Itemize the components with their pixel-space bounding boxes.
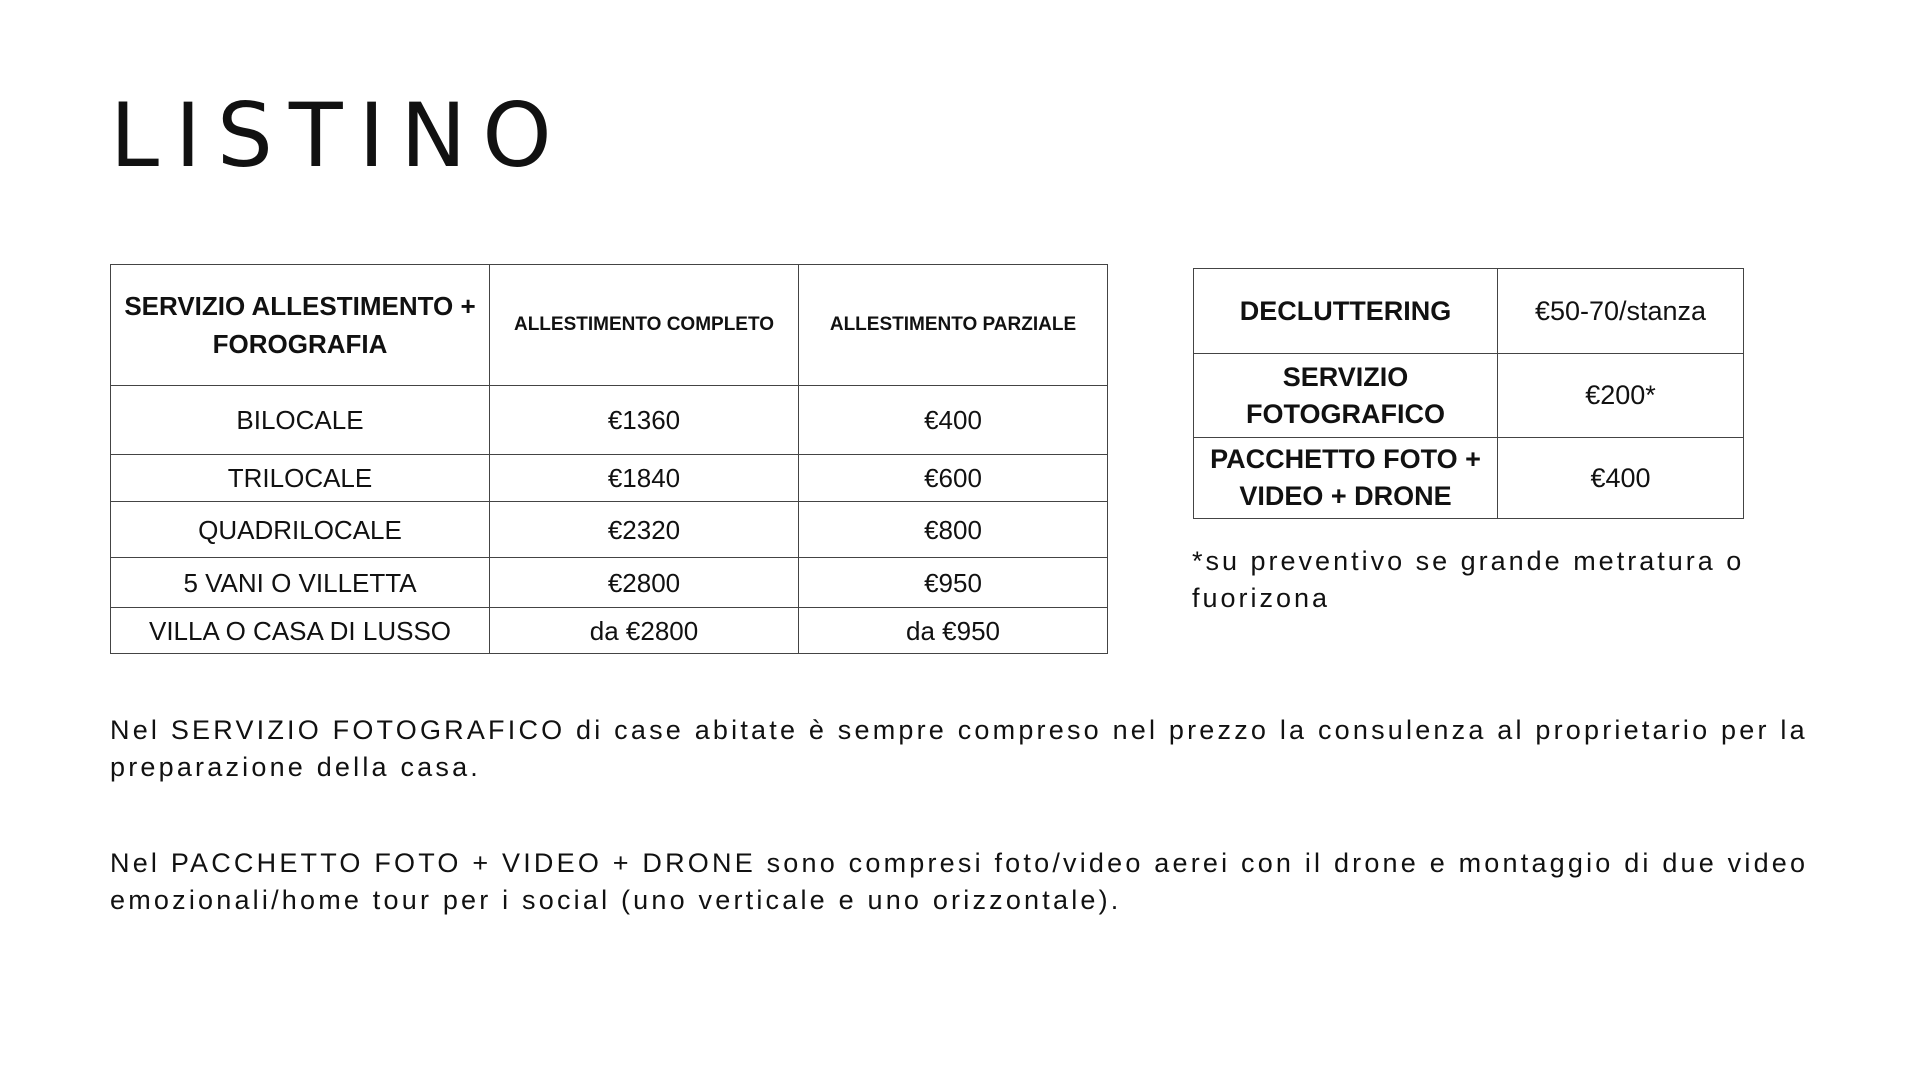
cell-type: QUADRILOCALE [111,502,490,558]
info-paragraph-drone: Nel PACCHETTO FOTO + VIDEO + DRONE sono compresi foto/video aerei con il drone e montaggio di due video emozionali/home tour per i social (uno verticale e uno orizzontale). [110,848,1809,915]
page-title: LISTINO [110,84,568,187]
cell-complete-price: €1360 [490,386,799,455]
service-price: €200* [1498,354,1744,438]
price-footnote: *su preventivo se grande metratura o fuorizona [1192,546,1745,613]
cell-partial-price: €950 [799,558,1108,608]
header-partial: ALLESTIMENTO PARZIALE [799,265,1108,386]
cell-complete-price: €2320 [490,502,799,558]
pricing-table-staging [110,264,1108,654]
pricing-table-services [1193,268,1744,519]
cell-complete-price: €1840 [490,455,799,502]
cell-complete-price: €2800 [490,558,799,608]
service-price: €50-70/stanza [1498,269,1744,354]
info-paragraph-photo: Nel SERVIZIO FOTOGRAFICO di case abitate è sempre compreso nel prezzo la consulenza al proprietario per la preparazione della casa. [110,715,1808,782]
cell-type: VILLA O CASA DI LUSSO [111,608,490,654]
table-row [111,386,1108,455]
table-row [111,455,1108,502]
service-price: €400 [1498,438,1744,519]
table-row [1194,438,1744,519]
cell-partial-price: da €950 [799,608,1108,654]
table-row [111,558,1108,608]
table-row [111,502,1108,558]
table-header-row [111,265,1108,386]
table-row [111,608,1108,654]
cell-partial-price: €600 [799,455,1108,502]
service-name: DECLUTTERING [1194,269,1498,354]
cell-complete-price: da €2800 [490,608,799,654]
service-name: SERVIZIO FOTOGRAFICO [1194,354,1498,438]
header-service: SERVIZIO ALLESTIMENTO + FOROGRAFIA [111,265,490,386]
table-row [1194,269,1744,354]
cell-type: 5 VANI O VILLETTA [111,558,490,608]
table-row [1194,354,1744,438]
header-complete: ALLESTIMENTO COMPLETO [490,265,799,386]
cell-type: TRILOCALE [111,455,490,502]
cell-partial-price: €400 [799,386,1108,455]
service-name: PACCHETTO FOTO + VIDEO + DRONE [1194,438,1498,519]
cell-type: BILOCALE [111,386,490,455]
cell-partial-price: €800 [799,502,1108,558]
